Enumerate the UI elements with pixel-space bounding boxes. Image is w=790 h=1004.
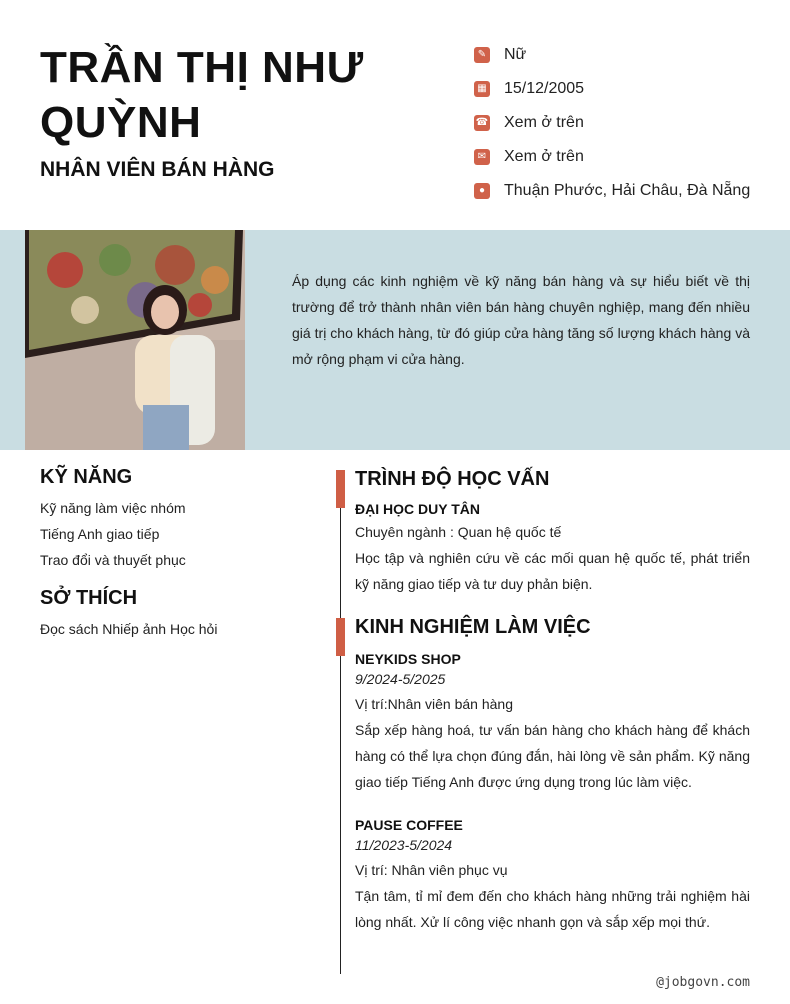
- calendar-icon: ▦: [474, 81, 490, 97]
- location-icon: ●: [474, 183, 490, 199]
- watermark: @jobgovn.com: [656, 975, 750, 990]
- experience-marker: [336, 618, 345, 656]
- hobbies-text: Đọc sách Nhiếp ảnh Học hỏi: [40, 621, 218, 637]
- contact-address-text: Thuận Phước, Hải Châu, Đà Nẵng: [504, 182, 751, 199]
- profile-band: [0, 230, 790, 450]
- phone-icon: ☎: [474, 115, 490, 131]
- education-section: [355, 468, 750, 597]
- career-objective: Áp dụng các kinh nghiệm về kỹ năng bán hàng và sự hiểu biết về thị trường để trở thành nhân viên bán hàng chuyên nghiệp, mang đến nhiều giá trị cho khách hàng, từ đó giúp cửa hàng tăng số lượng khách hàng và mở rộng phạm vi cửa hàng.: [292, 273, 750, 367]
- job-period: 11/2023-5/2024: [355, 837, 453, 853]
- contact-gender: [474, 38, 774, 72]
- contact-birthday: [474, 72, 774, 106]
- job-position: Vị trí:Nhân viên bán hàng: [355, 696, 513, 712]
- company-name: PAUSE COFFEE: [355, 817, 463, 833]
- company-name: NEYKIDS SHOP: [355, 651, 461, 667]
- school-name: ĐẠI HỌC DUY TÂN: [355, 501, 480, 517]
- job-description: Sắp xếp hàng hoá, tư vấn bán hàng cho khách hàng để khách hàng có thể lựa chọn đúng đắn, hài lòng về sản phẩm. Kỹ năng giao tiếp Tiếng Anh được ứng dụng trong lúc làm việc.: [355, 722, 750, 790]
- hobbies-title: SỞ THÍCH: [40, 587, 138, 609]
- left-column: [40, 466, 310, 642]
- job-period: 9/2024-5/2025: [355, 671, 446, 687]
- skills-title: KỸ NĂNG: [40, 466, 133, 488]
- timeline-divider: [340, 470, 341, 974]
- skill-item: Kỹ năng làm việc nhóm: [40, 500, 186, 516]
- skill-item: Tiếng Anh giao tiếp: [40, 526, 160, 542]
- job-description: Tận tâm, tỉ mỉ đem đến cho khách hàng những trải nghiệm hài lòng nhất. Xử lí công việc nhanh gọn và sắp xếp mọi thứ.: [355, 888, 750, 930]
- gender-icon: ✎: [474, 47, 490, 63]
- experience-title: KINH NGHIỆM LÀM VIỆC: [355, 616, 591, 638]
- experience-section: [355, 616, 750, 935]
- contact-gender-text: Nữ: [504, 46, 527, 63]
- education-title: TRÌNH ĐỘ HỌC VẤN: [355, 468, 550, 490]
- skill-item: Trao đổi và thuyết phục: [40, 552, 186, 568]
- contact-list: [474, 38, 774, 208]
- job-entry: [355, 651, 750, 795]
- contact-address: [474, 174, 774, 208]
- email-icon: ✉: [474, 149, 490, 165]
- job-title: NHÂN VIÊN BÁN HÀNG: [40, 158, 275, 181]
- job-entry: [355, 817, 750, 935]
- contact-email: [474, 140, 774, 174]
- resume-header: [0, 0, 790, 230]
- candidate-name: TRẦN THỊ NHƯ QUỲNH: [40, 43, 364, 147]
- education-marker: [336, 470, 345, 508]
- job-position: Vị trí: Nhân viên phục vụ: [355, 862, 508, 878]
- education-major: Chuyên ngành : Quan hệ quốc tế: [355, 524, 562, 540]
- profile-photo: [25, 230, 245, 450]
- contact-birthday-text: 15/12/2005: [504, 80, 585, 97]
- contact-email-text: Xem ở trên: [504, 148, 584, 165]
- education-description: Học tập và nghiên cứu về các mối quan hệ quốc tế, phát triển kỹ năng giao tiếp và tư duy phản biện.: [355, 550, 750, 592]
- contact-phone-text: Xem ở trên: [504, 114, 584, 131]
- contact-phone: [474, 106, 774, 140]
